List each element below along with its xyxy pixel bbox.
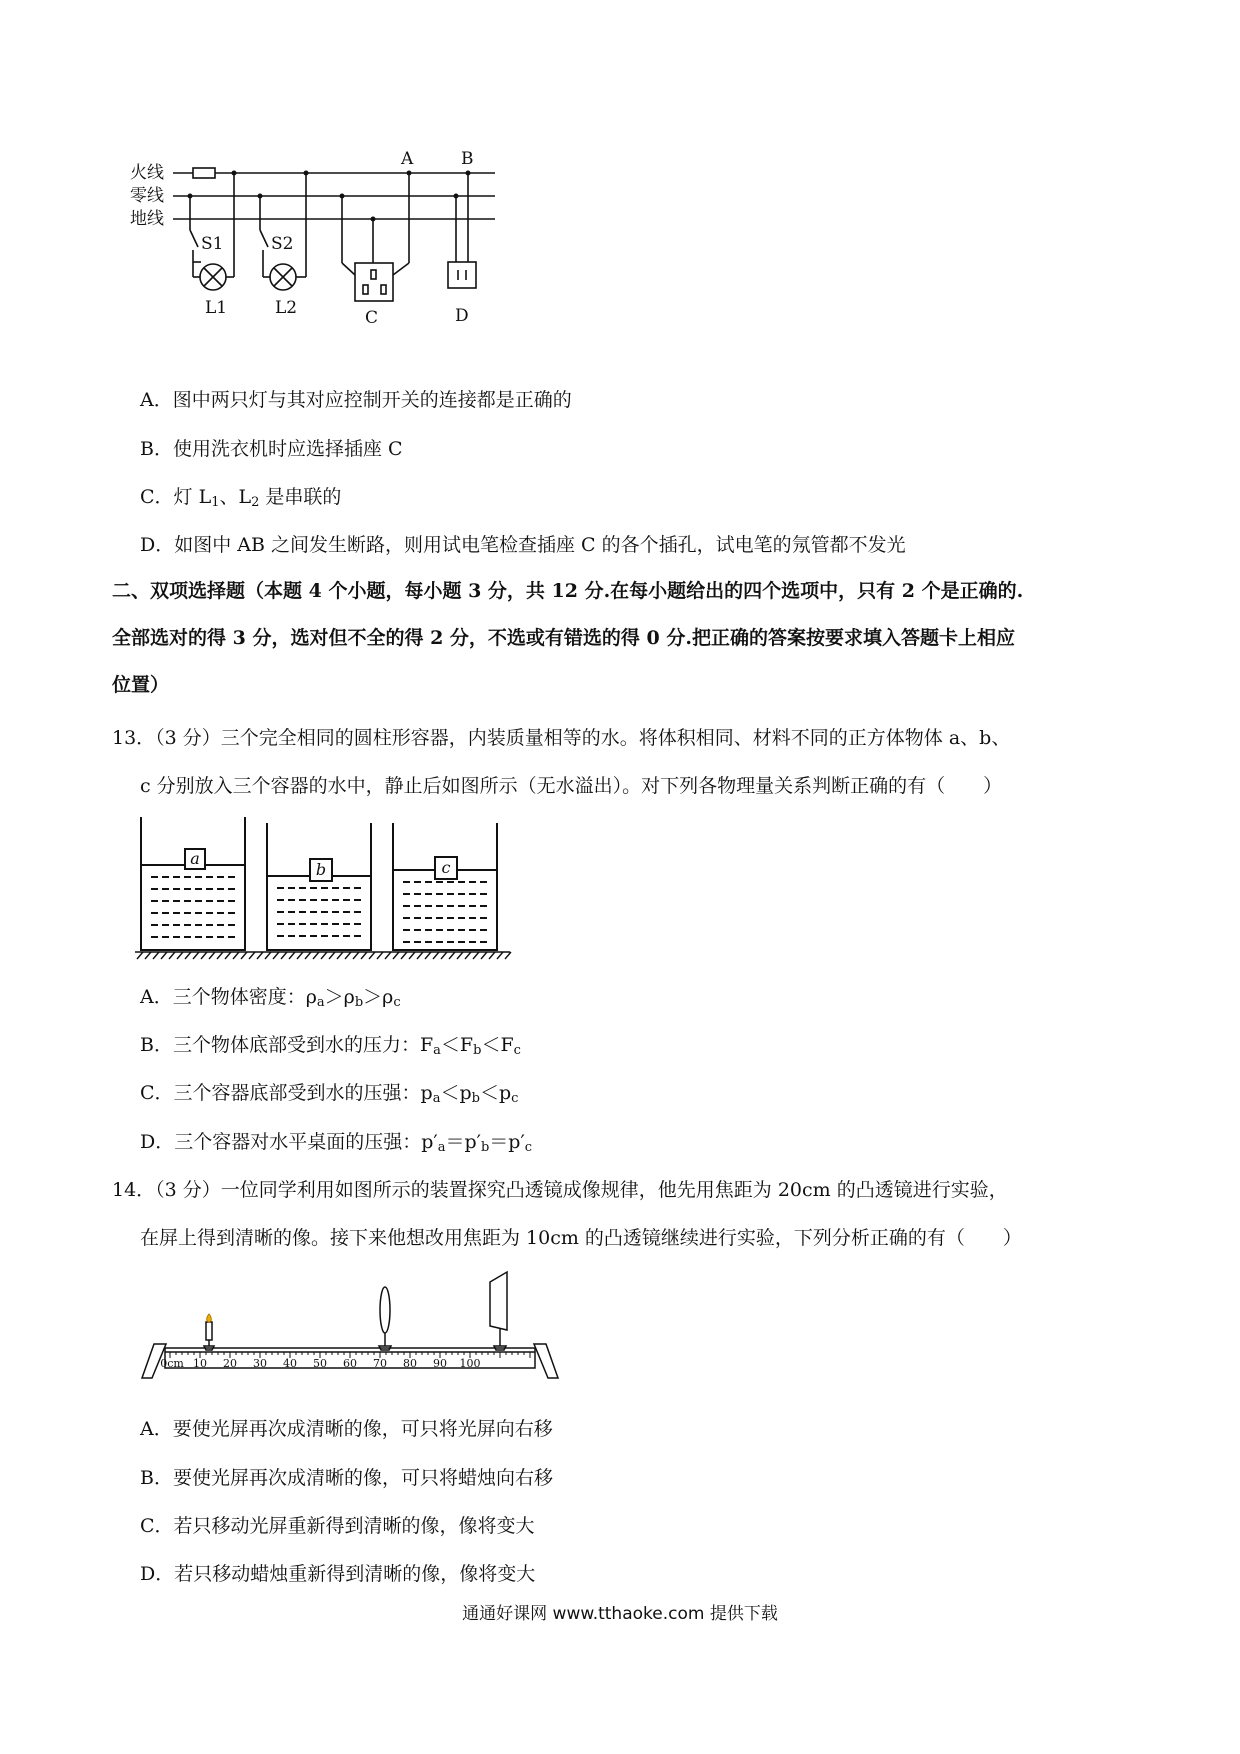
bench-label-90: 90 [433,1357,447,1370]
block-c-label: c [441,858,451,877]
containers-figure [135,815,515,960]
bench-label-70: 70 [373,1357,387,1370]
q14-option-d: D．若只移动蜡烛重新得到清晰的像，像将变大 [140,1563,536,1585]
section-heading-line3: 位置） [112,674,170,696]
q13-stem-line2: c 分别放入三个容器的水中，静止后如图所示（无水溢出）。对下列各物理量关系判断正确的有（ ） [140,775,1003,797]
optical-bench-figure [140,1270,560,1385]
neutral-wire-label: 零线 [130,186,164,206]
q13-option-d: D．三个容器对水平桌面的压强：$p'_a=p'_b=p'_c$ [140,1131,533,1155]
candle-icon [206,1322,212,1340]
lamp-l1-label: L1 [205,298,228,318]
lamp-l2-label: L2 [275,298,298,318]
section-heading-line2: 全部选对的得 3 分，选对但不全的得 2 分，不选或有错选的得 0 分.把正确的答案按要求填入答题卡上相应 [112,627,1015,649]
q12-option-a: A．图中两只灯与其对应控制开关的连接都是正确的 [140,389,572,411]
bench-label-30: 30 [253,1357,267,1370]
household-circuit-diagram [125,150,565,360]
socket-d-label: D [455,306,469,326]
two-pin-socket-d-icon [448,262,476,288]
switch-s1-label: S1 [201,234,224,254]
q14-stem-line1: 14．（3 分）一位同学利用如图所示的装置探究凸透镜成像规律，他先用焦距为 20cm 的凸透镜进行实验， [112,1179,1008,1201]
q13-option-b: B．三个物体底部受到水的压力：$F_a<F_b<F_c$ [140,1034,521,1058]
right-leg [534,1344,558,1378]
live-wire-label: 火线 [130,163,164,183]
bench-label-40: 40 [283,1357,297,1370]
point-b-label: B [461,150,474,169]
page-footer: 通通好课网 www.tthaoke.com 提供下载 [462,1604,778,1624]
socket-c-label: C [365,308,379,328]
q14-stem-line2: 在屏上得到清晰的像。接下来他想改用焦距为 10cm 的凸透镜继续进行实验，下列分析正确的有（ ） [140,1227,1022,1249]
q14-option-a: A．要使光屏再次成清晰的像，可只将光屏向右移 [140,1418,553,1440]
q12-option-b: B．使用洗衣机时应选择插座 C [140,438,403,460]
bench-label-100: 100 [459,1357,481,1370]
block-b-label: b [315,860,327,879]
bench-label-20: 20 [223,1357,237,1370]
section-heading [112,568,1132,709]
switch-s2-label: S2 [271,234,294,254]
section-heading-line1: 二、双项选择题（本题 4 个小题，每小题 3 分，共 12 分.在每小题给出的四个选项中，只有 2 个是正确的. [112,580,1024,602]
q14-option-b: B．要使光屏再次成清晰的像，可只将蜡烛向右移 [140,1467,553,1489]
q13-option-a: A．三个物体密度：$\rho_a>\rho_b>\rho_c$ [140,986,401,1010]
switch-s1-icon [190,230,198,247]
switch-s2-icon [260,230,268,247]
bench-label-80: 80 [403,1357,417,1370]
light-screen-icon [490,1272,507,1330]
bench-label-0: 0cm [160,1357,184,1370]
bench-label-50: 50 [313,1357,327,1370]
flame-icon [207,1314,212,1322]
block-a-label: a [190,849,200,868]
bench-label-10: 10 [193,1357,207,1370]
three-pin-socket-c-icon [355,263,393,301]
convex-lens-icon [380,1287,390,1333]
ground-wire-label: 地线 [130,209,164,229]
fuse-icon [193,168,215,178]
bench-label-60: 60 [343,1357,357,1370]
q14-option-c: C．若只移动光屏重新得到清晰的像，像将变大 [140,1515,535,1537]
q12-option-c: C．灯 $L_1$、$L_2$ 是串联的 [140,486,342,510]
point-a-label: A [401,150,414,169]
q13-option-c: C．三个容器底部受到水的压强：$p_a<p_b<p_c$ [140,1082,519,1106]
q12-option-d: D．如图中 AB 之间发生断路，则用试电笔检查插座 C 的各个插孔，试电笔的氖管都不发光 [140,534,906,556]
q13-stem-line1: 13．（3 分）三个完全相同的圆柱形容器，内装质量相等的水。将体积相同、材料不同的正方体物体 a、b、 [112,727,1011,749]
